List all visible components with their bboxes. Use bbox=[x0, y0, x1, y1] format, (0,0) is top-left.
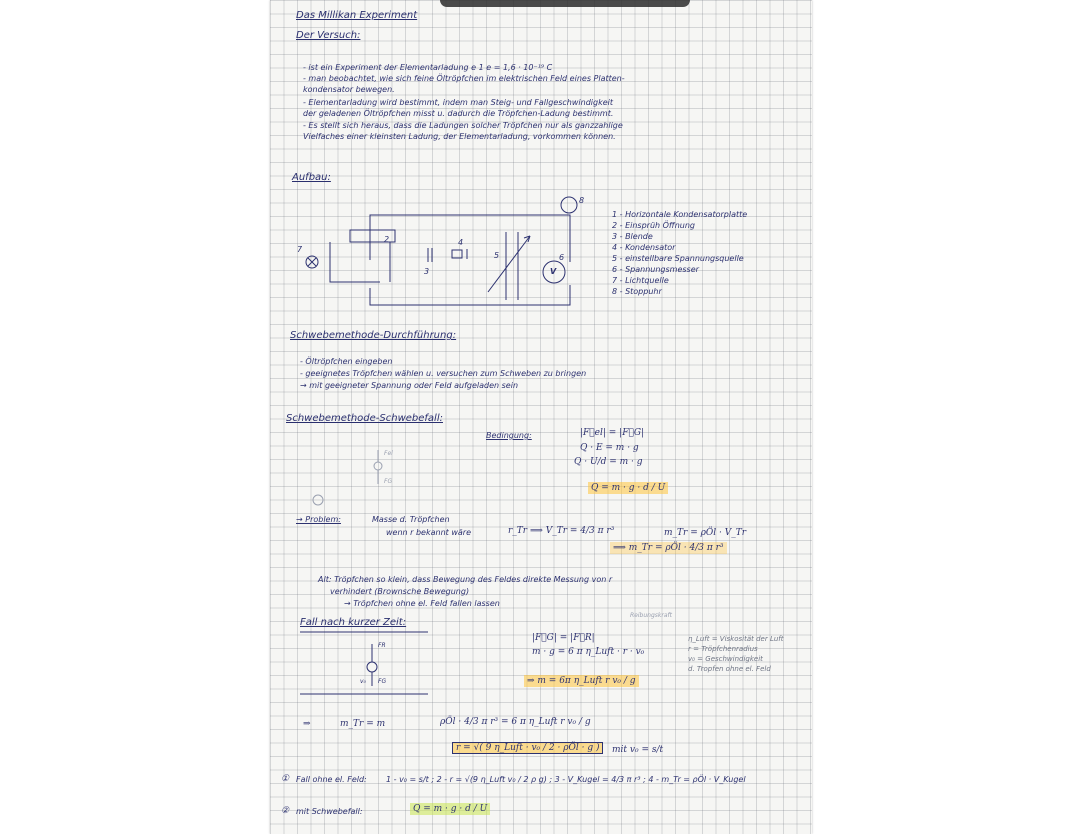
summary-num-2: ② bbox=[281, 806, 290, 816]
versuch-line: kondensator bewegen. bbox=[303, 85, 395, 94]
versuch-line: - Es stellt sich heraus, dass die Ladungen solcher Tröpfchen nur als ganzzahlige bbox=[303, 121, 623, 130]
summary-steps: 1 - v₀ = s/t ; 2 - r = √(9 η_Luft v₀ / 2 ρ g) ; 3 - V_Kugel = 4/3 π r³ ; 4 - m_Tr = ρÖl · V_Kugel bbox=[386, 775, 746, 784]
equation: Q · U/d = m · g bbox=[574, 457, 643, 467]
note-line: η_Luft = Viskosität der Luft bbox=[688, 635, 784, 643]
equation: r_Tr ⟹ V_Tr = 4/3 π r³ bbox=[508, 526, 615, 536]
sketch-label-fg: FG bbox=[384, 478, 393, 485]
legend-item: 7 - Lichtquelle bbox=[612, 276, 669, 285]
problem-text: wenn r bekannt wäre bbox=[386, 528, 471, 537]
sketch-label-fr: FR bbox=[378, 642, 386, 649]
reibung-label: Reibungskraft bbox=[630, 612, 672, 619]
implies-arrow: ⇒ bbox=[303, 719, 311, 729]
versuch-line: - Elementarladung wird bestimmt, indem man Steig- und Fallgeschwindigkeit bbox=[303, 98, 613, 107]
diagram-label-6: 6 bbox=[559, 253, 565, 262]
diagram-label-7: 7 bbox=[297, 245, 303, 254]
diagram-label-8: 8 bbox=[579, 196, 585, 205]
equation: Q · E = m · g bbox=[580, 443, 639, 453]
mit-v0: mit v₀ = s/t bbox=[612, 745, 664, 755]
heading-aufbau: Aufbau: bbox=[292, 172, 331, 183]
heading-versuch: Der Versuch: bbox=[296, 30, 361, 41]
sketch-label-fg: FG bbox=[378, 678, 387, 685]
equation: m_Tr = ρÖl · V_Tr bbox=[664, 528, 747, 538]
equation: |F⃗G| = |F⃗R| bbox=[532, 633, 595, 643]
versuch-line: - man beobachtet, wie sich feine Öltröpfchen im elektrischen Feld eines Platten- bbox=[303, 74, 625, 83]
summary-label-2: mit Schwebefall: bbox=[296, 807, 363, 816]
heading-schwebefall: Schwebemethode-Schwebefall: bbox=[286, 413, 443, 424]
alt-line: Alt: Tröpfchen so klein, dass Bewegung des Feldes direkte Messung von r bbox=[318, 575, 613, 584]
durchfuehrung-line: - Öltröpfchen eingeben bbox=[300, 357, 393, 366]
equation: m · g = 6 π η_Luft · r · v₀ bbox=[532, 647, 645, 657]
fall-result: ⇒ m = 6π η_Luft r v₀ / g bbox=[524, 675, 639, 687]
problem-label: → Problem: bbox=[296, 515, 341, 524]
alt-line: verhindert (Brownsche Bewegung) bbox=[330, 587, 470, 596]
note-line: d. Tropfen ohne el. Feld bbox=[688, 665, 771, 673]
heading-fall: Fall nach kurzer Zeit: bbox=[300, 617, 407, 628]
note-line: r = Tröpfchenradius bbox=[688, 645, 758, 653]
problem-text: Masse d. Tröpfchen bbox=[372, 515, 450, 524]
legend-item: 1 - Horizontale Kondensatorplatte bbox=[612, 210, 748, 219]
equation: m_Tr = m bbox=[340, 719, 386, 729]
versuch-line: Vielfaches einer kleinsten Ladung, der Elementarladung, vorkommen können. bbox=[303, 132, 616, 141]
sketch-label-fel: Fel bbox=[384, 450, 393, 457]
diagram-label-2: 2 bbox=[384, 235, 390, 244]
legend-item: 3 - Blende bbox=[612, 232, 653, 241]
versuch-line: - ist ein Experiment der Elementarladung e 1 e = 1,6 · 10⁻¹⁹ C bbox=[303, 63, 553, 72]
diagram-label-5: 5 bbox=[494, 251, 500, 260]
heading-schwebe-durchfuehrung: Schwebemethode-Durchführung: bbox=[290, 330, 457, 341]
versuch-line: der geladenen Öltröpfchen misst u. dadurch die Tröpfchen-Ladung bestimmt. bbox=[303, 109, 614, 118]
mass-equation: ⟹ m_Tr = ρÖl · 4/3 π r³ bbox=[610, 542, 727, 554]
summary-label-1: Fall ohne el. Feld: bbox=[296, 775, 367, 784]
summary-num-1: ① bbox=[281, 774, 290, 784]
alt-line: → Tröpfchen ohne el. Feld fallen lassen bbox=[344, 599, 500, 608]
durchfuehrung-line: → mit geeigneter Spannung oder Feld aufgeladen sein bbox=[300, 381, 519, 390]
radius-result: r = √( 9 η_Luft · v₀ / 2 · ρÖl · g ) bbox=[452, 742, 603, 754]
legend-item: 4 - Kondensator bbox=[612, 243, 676, 252]
schwebefall-result: Q = m · g · d / U bbox=[588, 482, 668, 494]
page-title: Das Millikan Experiment bbox=[296, 10, 418, 21]
diagram-label-4: 4 bbox=[458, 238, 464, 247]
legend-item: 2 - Einsprüh Öffnung bbox=[612, 221, 695, 230]
note-line: v₀ = Geschwindigkeit bbox=[688, 655, 763, 663]
legend-item: 5 - einstellbare Spannungsquelle bbox=[612, 254, 744, 263]
legend-item: 8 - Stoppuhr bbox=[612, 287, 662, 296]
equation: |F⃗el| = |F⃗G| bbox=[580, 428, 645, 438]
summary-result: Q = m · g · d / U bbox=[410, 803, 490, 815]
voltmeter-symbol: V bbox=[550, 267, 557, 276]
equation: ρÖl · 4/3 π r³ = 6 π η_Luft r v₀ / g bbox=[440, 717, 591, 727]
fall-notes bbox=[688, 634, 810, 674]
durchfuehrung-line: - geeignetes Tröpfchen wählen u. versuchen zum Schweben zu bringen bbox=[300, 369, 587, 378]
legend-item: 6 - Spannungsmesser bbox=[612, 265, 699, 274]
bedingung-label: Bedingung: bbox=[486, 431, 532, 440]
aufbau-legend bbox=[612, 209, 747, 297]
sketch-label-v: v₀ bbox=[360, 678, 366, 685]
diagram-label-3: 3 bbox=[424, 267, 430, 276]
